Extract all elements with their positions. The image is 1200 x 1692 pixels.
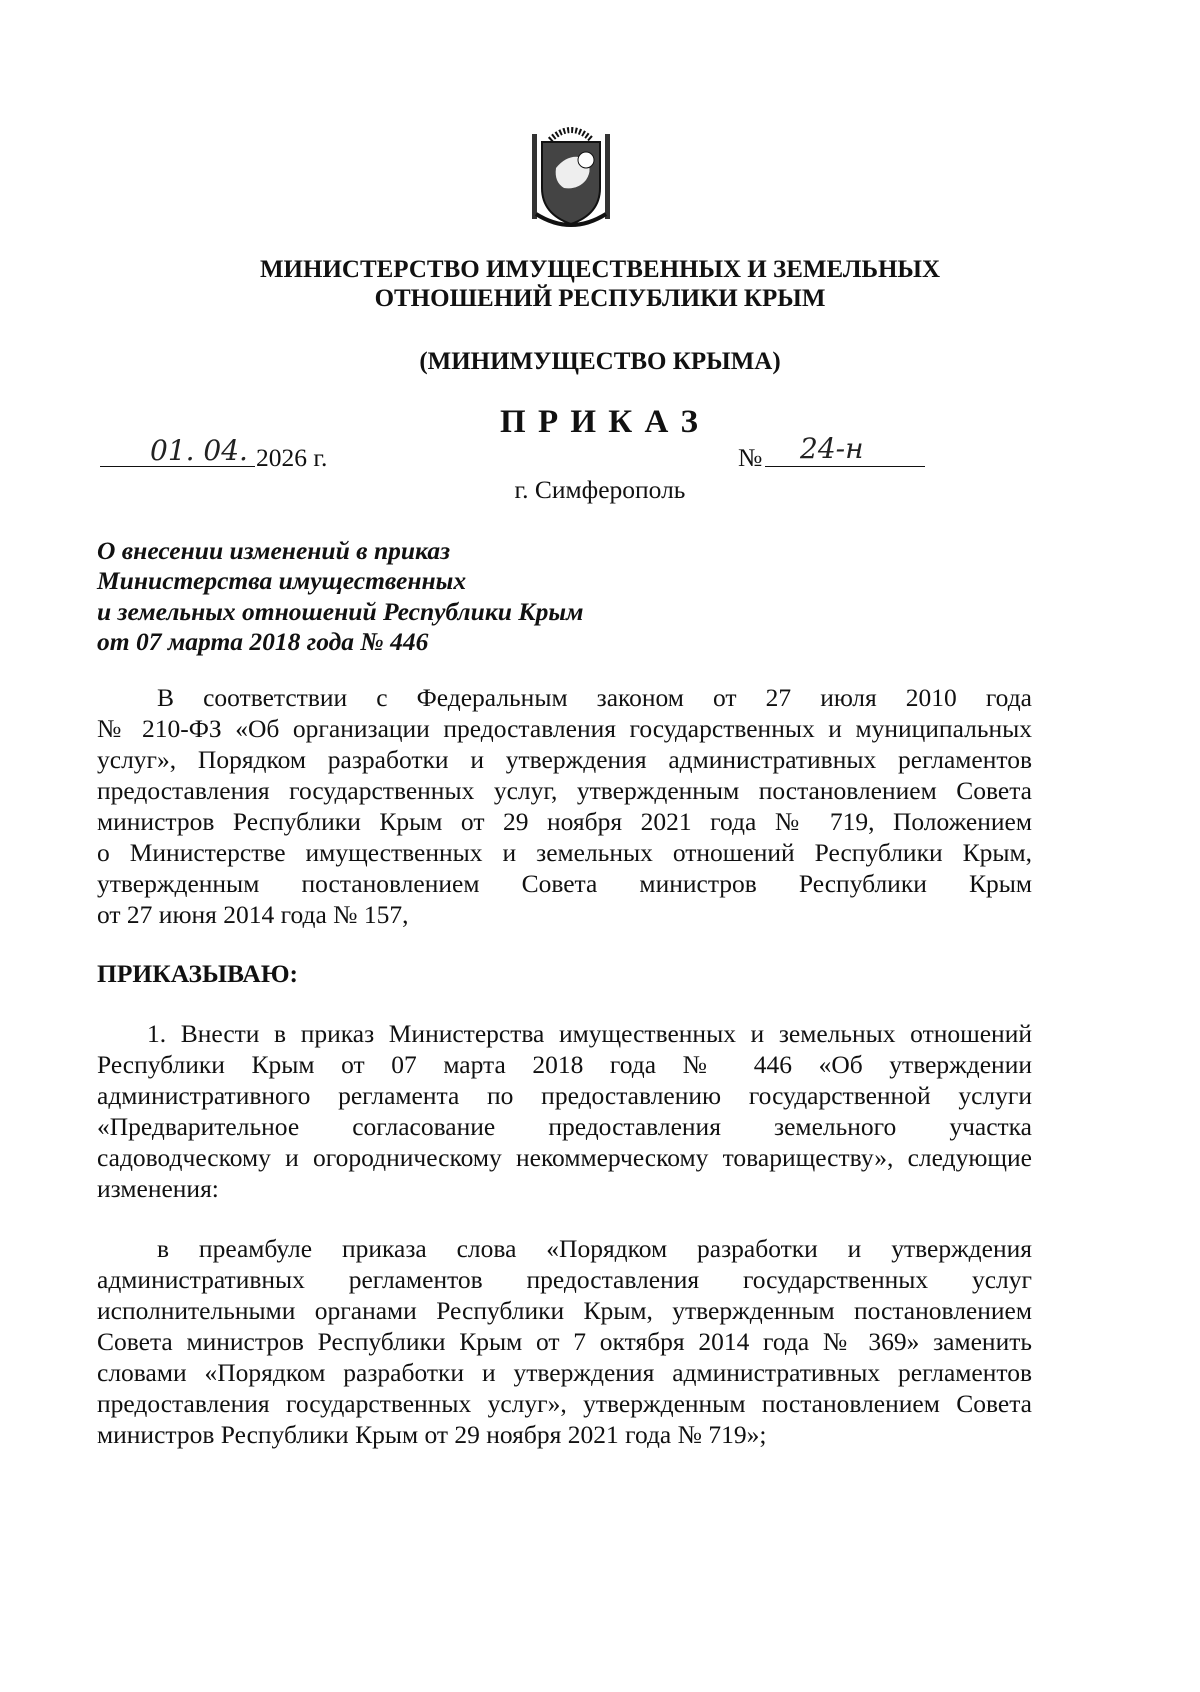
preamble-line: о Министерстве имущественных и земельных отношений Республики Крым, [97, 838, 1032, 867]
preamble-line: услуг», Порядком разработки и утверждения административных регламентов [97, 745, 1032, 774]
org-name-line1: МИНИСТЕРСТВО ИМУЩЕСТВЕННЫХ И ЗЕМЕЛЬНЫХ [259, 256, 941, 283]
preamble-line: утвержденным постановлением Совета министров Республики Крым [97, 869, 1032, 898]
preamble-line: № 210-ФЗ «Об организации предоставления государственных и муниципальных [97, 714, 1032, 743]
org-short-name: (МИНИМУЩЕСТВО КРЫМА) [419, 348, 781, 375]
subject-line: О внесении изменений в приказ [97, 536, 451, 565]
document-type: П Р И К А З [500, 404, 700, 440]
amendment-line: Совета министров Республики Крым от 7 октября 2014 года № 369» заменить [97, 1327, 1032, 1356]
date-year: 2026 г. [256, 443, 328, 472]
subject-line: и земельных отношений Республики Крым [97, 597, 584, 626]
item1-line: Республики Крым от 07 марта 2018 года № 446 «Об утверждении [97, 1050, 1032, 1079]
amendment-line: министров Республики Крым от 29 ноября 2021 года № 719»; [97, 1420, 767, 1449]
item1-line: «Предварительное согласование предоставления земельного участка [97, 1112, 1032, 1141]
org-name-line2: ОТНОШЕНИЙ РЕСПУБЛИКИ КРЫМ [374, 285, 826, 312]
number-handwritten: 24-н [800, 432, 864, 465]
date-handwritten: 01. 04. [150, 434, 248, 467]
amendment-line: в преамбуле приказа слова «Порядком разработки и утверждения [157, 1234, 1032, 1263]
crimea-coat-of-arms-icon [528, 118, 614, 233]
amendment-line: исполнительными органами Республики Крым, утвержденным постановлением [97, 1296, 1032, 1325]
amendment-line: предоставления государственных услуг», утвержденным постановлением Совета [97, 1389, 1032, 1418]
preamble-line: В соответствии с Федеральным законом от 27 июля 2010 года [157, 683, 1032, 712]
amendment-line: словами «Порядком разработки и утверждения административных регламентов [97, 1358, 1032, 1387]
number-sign: № [738, 443, 763, 472]
item1-line: садоводческому и огородническому некоммерческому товариществу», следующие [97, 1143, 1032, 1172]
subject-line: Министерства имущественных [97, 566, 467, 595]
preamble-line: предоставления государственных услуг, утвержденным постановлением Совета [97, 776, 1032, 805]
city: г. Симферополь [514, 475, 686, 504]
item1-line: 1. Внести в приказ Министерства имущественных и земельных отношений [147, 1019, 1032, 1048]
amendment-line: административных регламентов предоставления государственных услуг [97, 1265, 1032, 1294]
subject-line: от 07 марта 2018 года № 446 [97, 627, 429, 656]
item1-line: административного регламента по предоставлению государственной услуги [97, 1081, 1032, 1110]
order-word: ПРИКАЗЫВАЮ: [97, 959, 299, 988]
preamble-line: министров Республики Крым от 29 ноября 2021 года № 719, Положением [97, 807, 1032, 836]
item1-line: изменения: [97, 1174, 219, 1203]
preamble-line: от 27 июня 2014 года № 157, [97, 900, 409, 929]
